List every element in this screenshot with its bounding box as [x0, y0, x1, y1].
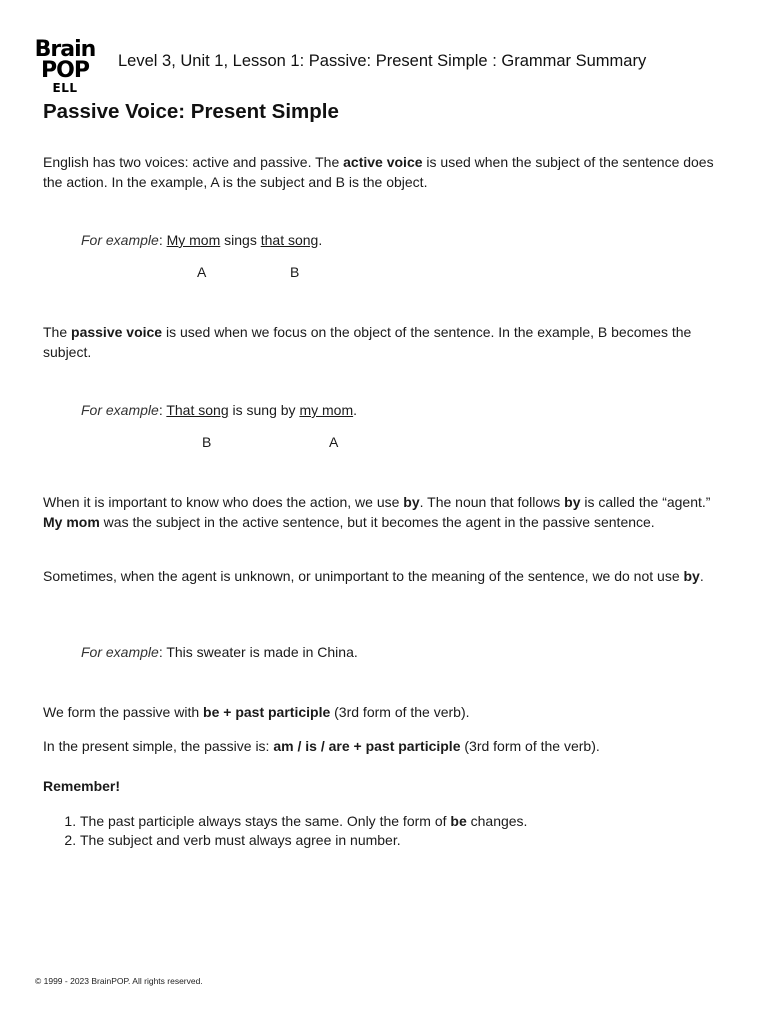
example-3-label: For example — [81, 644, 159, 660]
example-2-colon: : — [158, 402, 167, 418]
passive-text-1: The — [43, 324, 72, 340]
unknown-text-1: Sometimes, when the agent is unknown, or unimportant to the meaning of the sentence, we do not use — [43, 568, 684, 584]
copyright-footer: © 1999 - 2023 BrainPOP. All rights reserved. — [35, 976, 203, 986]
passive-text-2: is used when we focus on the object of the sentence. In the example, B becomes the subject. — [43, 324, 692, 360]
example-2-mark-a: A — [329, 434, 339, 450]
intro-bold: active voice — [343, 154, 423, 170]
passive-paragraph — [43, 322, 728, 362]
remember-item-1 — [80, 812, 527, 831]
example-3-text: : This sweater is made in China. — [158, 644, 358, 660]
intro-text-2: is used when the subject of the sentence does the action. In the example, A is the subject and B is the object. — [43, 154, 714, 190]
example-2-end: . — [353, 402, 357, 418]
example-2 — [81, 400, 357, 420]
agent-text-3: is called the “agent.” — [580, 494, 711, 510]
remember-item-1-text-2: changes. — [466, 813, 528, 829]
example-2-mark-b: B — [202, 434, 212, 450]
logo-line-3: ELL — [52, 80, 78, 95]
form-text-1: We form the passive with — [43, 704, 204, 720]
remember-list — [43, 812, 527, 850]
example-1-mark-b: B — [290, 264, 300, 280]
remember-item-2: 2. The subject and verb must always agree in number. — [80, 831, 527, 850]
example-1 — [81, 230, 322, 250]
intro-paragraph — [43, 152, 728, 192]
agent-text-1: When it is important to know who does the action, we use — [43, 494, 404, 510]
example-2-label: For example — [81, 402, 159, 418]
remember-item-1-text-1: The past participle always stays the same. Only the form of — [80, 813, 451, 829]
example-3 — [81, 642, 358, 662]
logo-line-2: POP — [41, 57, 89, 83]
agent-bold-1: by — [403, 494, 420, 510]
header-title: Level 3, Unit 1, Lesson 1: Passive: Present Simple : Grammar Summary — [118, 52, 647, 70]
remember-heading-text: Remember! — [43, 778, 121, 794]
form-paragraph — [43, 702, 728, 722]
present-text-1: In the present simple, the passive is: — [43, 738, 274, 754]
example-1-colon: : — [158, 232, 167, 248]
logo-line-1: Brain — [34, 37, 96, 62]
agent-bold-3: My mom — [43, 514, 100, 530]
example-1-end: . — [318, 232, 323, 248]
agent-bold-2: by — [564, 494, 581, 510]
example-1-label: For example — [81, 232, 159, 248]
unknown-agent-paragraph — [43, 566, 728, 586]
present-paragraph — [43, 736, 728, 756]
example-1-mark-a: A — [197, 264, 207, 280]
example-2-agent: my mom — [299, 402, 354, 418]
agent-text-2: . The noun that follows — [419, 494, 565, 510]
form-bold: be + past participle — [203, 704, 331, 720]
present-bold: am / is / are + past participle — [273, 738, 461, 754]
present-text-2: (3rd form of the verb). — [460, 738, 600, 754]
agent-paragraph — [43, 492, 728, 532]
brainpop-ell-logo — [33, 37, 97, 95]
example-2-verb: is sung by — [228, 402, 300, 418]
agent-text-4: was the subject in the active sentence, but it becomes the agent in the passive sentence. — [99, 514, 655, 530]
unknown-text-2: . — [699, 568, 704, 584]
example-1-subject: My mom — [166, 232, 221, 248]
passive-bold: passive voice — [71, 324, 163, 340]
example-1-object: that song — [260, 232, 319, 248]
remember-heading — [43, 776, 728, 796]
example-2-subject: That song — [166, 402, 229, 418]
remember-item-1-bold: be — [450, 813, 467, 829]
unknown-bold: by — [683, 568, 700, 584]
example-1-verb: sings — [220, 232, 261, 248]
intro-text-1: English has two voices: active and passive. The — [43, 154, 344, 170]
form-text-2: (3rd form of the verb). — [330, 704, 470, 720]
page-title: Passive Voice: Present Simple — [43, 100, 339, 123]
